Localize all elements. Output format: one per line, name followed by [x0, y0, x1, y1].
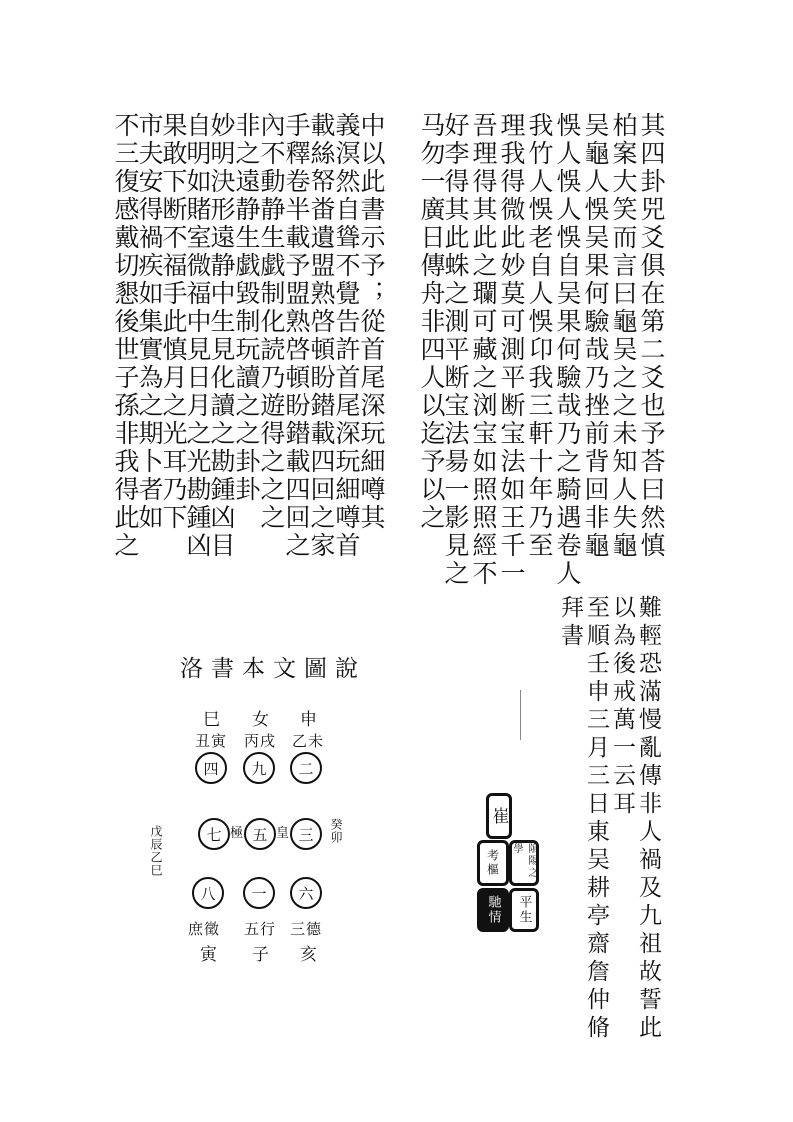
cell-five: 五 [244, 818, 276, 850]
top-label-right: 申 [300, 710, 317, 730]
seal-middle-left: 考樞 [477, 840, 509, 886]
cell-three: 三 [290, 818, 322, 850]
cell-one: 一 [243, 877, 275, 909]
top-sub-left: 丑寅 [195, 732, 228, 750]
left-col-1: 中以此書示予；從首尾深玩細噂其 [357, 112, 386, 532]
right-col-1: 其四卦兕爻俱在第二爻也予荅曰然慎 [637, 112, 666, 560]
seal-top: 崔 [486, 793, 512, 839]
top-label-middle: 女 [252, 710, 269, 730]
left-col-8: 自明如賭室微福中見日月之光勘鍾凶 [183, 112, 212, 560]
left-col-7: 妙明決形遠静中生見化讀之勘鍾凶目 [207, 112, 236, 560]
cell-nine: 九 [243, 752, 275, 784]
seal-bottom-right: 平生 [509, 888, 539, 932]
right-col-8: 好李得其此蛛之測平断宝法昜一影見之 [441, 112, 470, 588]
colophon-col-3: 至順壬申三月三日東吴耕亭齋詹仲脩 [583, 595, 609, 1043]
colophon-col-4: 拜書 [557, 595, 583, 651]
right-col-4: 悞人悞人悞自吴果何驗哉乃之騎遇卷人 [553, 112, 582, 588]
mid-right-label: 癸卯 [329, 818, 343, 844]
cell-four: 四 [195, 752, 227, 784]
left-col-4: 手釋卷半載予盟熟啓頓盼鐟載四回之 [282, 112, 311, 560]
bottom-label-left: 庶徵 [188, 920, 221, 938]
mid-between-2: 皇 [276, 826, 290, 841]
left-col-11: 不三復感戴切懇後世子孫非我得此之 [111, 112, 140, 560]
right-col-6: 理我得微此妙莫可測平断宝法如王千一 [497, 112, 526, 588]
bottom-sub-right: 亥 [300, 945, 317, 965]
cell-eight: 八 [192, 877, 224, 909]
seal-bottom-left: 馳情 [477, 888, 509, 932]
colophon-col-1: 難輕恐滿慢亂傳非人禍及九祖故誓此 [635, 595, 661, 1043]
bottom-label-middle: 五行 [244, 920, 277, 938]
right-col-9: 马勿一廣日傳舟非四人以迄予以之 [417, 112, 446, 532]
right-col-2: 柏案大笑而言曰龜吴之之未知人失龜 [609, 112, 638, 560]
cell-two: 二 [290, 752, 322, 784]
cell-seven: 七 [198, 818, 230, 850]
bottom-label-right: 三德 [290, 920, 323, 938]
seal-middle-right: 隂陽之學 [509, 840, 539, 886]
top-sub-middle: 丙戌 [244, 732, 277, 750]
left-col-10: 市夫安得禍疾如集實為之期卜者如 [135, 112, 164, 532]
diagram-title: 洛書本文圖說 [180, 656, 366, 682]
top-label-left: 巳 [203, 710, 220, 730]
mid-between-1: 極 [230, 826, 244, 841]
left-col-2: 義溟然自聳不覺告許首尾深玩細噂首 [332, 112, 361, 560]
colophon-col-2: 以為後戒萬一云耳 [609, 595, 635, 819]
right-col-3: 吴龜人悞吴果何驗哉乃挫前背回非龜 [581, 112, 610, 560]
divider-line [520, 690, 521, 740]
bottom-sub-middle: 子 [252, 945, 269, 965]
cell-six: 六 [290, 877, 322, 909]
right-col-7: 吾理得其此之瓓可藏之浏宝如照照經不 [469, 112, 498, 588]
left-col-3: 載絲帑畨遺盟熟啓頓盼鐟載四回之家 [307, 112, 336, 560]
top-sub-right: 乙未 [292, 732, 325, 750]
mid-left-label: 戊辰乙巳 [149, 825, 163, 877]
left-col-9: 果敢下断不福手此慎月之光耳乃下 [159, 112, 188, 532]
bottom-sub-left: 寅 [200, 945, 217, 965]
left-col-6: 非之遠静生戯毀制玩讀之之卦卦 [232, 112, 261, 504]
left-col-5: 內不動静生戯制化読乃遊得之之之 [257, 112, 286, 532]
right-col-5: 我竹人悞老自人悞卬我三軒十年乃至 [525, 112, 554, 560]
